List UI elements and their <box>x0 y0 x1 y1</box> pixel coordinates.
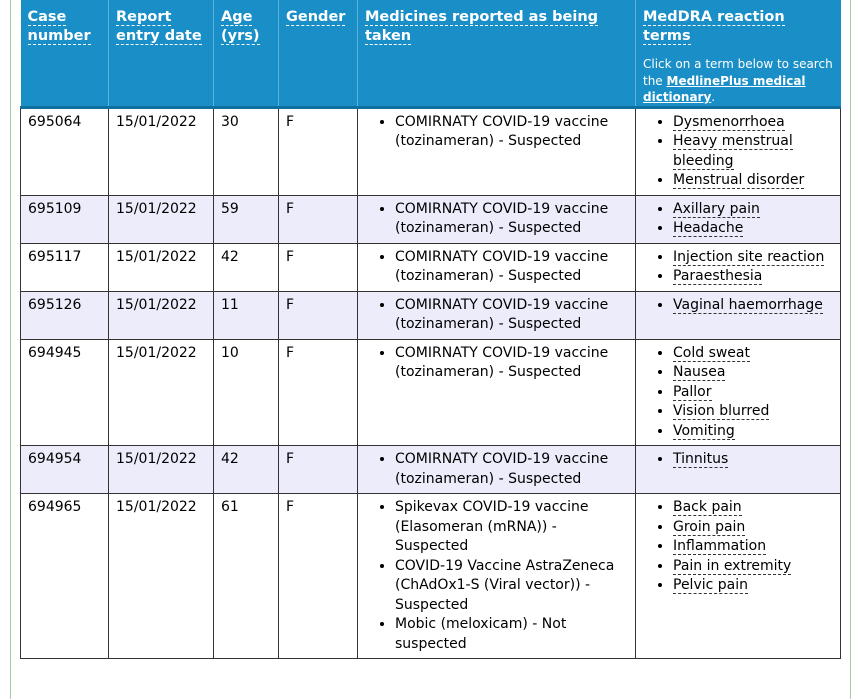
reaction-term-link[interactable]: Pallor <box>673 383 712 400</box>
reaction-item <box>673 422 833 442</box>
reaction-term-link[interactable]: Inflammation <box>673 538 767 554</box>
reaction-term-link[interactable]: Back pain <box>673 499 742 515</box>
reaction-item <box>673 113 833 133</box>
table-row <box>21 243 841 291</box>
case-number-cell: 695117 <box>21 243 109 291</box>
report-date-cell: 15/01/2022 <box>109 494 214 659</box>
reaction-item <box>673 248 833 268</box>
age-cell: 59 <box>214 195 279 243</box>
case-number-cell: 694965 <box>21 494 109 659</box>
case-number-cell: 695064 <box>21 107 109 195</box>
table-header-row <box>21 0 841 107</box>
reaction-term-link[interactable]: Groin pain <box>673 518 746 535</box>
medlineplus-link[interactable]: MedlinePlus medical dictionary <box>643 73 806 104</box>
medicines-cell <box>358 107 636 195</box>
medicines-list <box>365 498 628 654</box>
age-cell: 11 <box>214 291 279 339</box>
reaction-item <box>673 200 833 220</box>
reaction-term-link[interactable]: Tinnitus <box>673 451 729 467</box>
report-date-cell: 15/01/2022 <box>109 446 214 494</box>
medicine-item: • Spikevax COVID-19 vaccine (Elasomeran (mRNA)) - Suspected <box>395 498 628 557</box>
table-row <box>21 291 841 339</box>
medicine-item: • COMIRNATY COVID-19 vaccine (tozinameran) - Suspected <box>395 296 628 335</box>
reaction-item <box>673 450 833 470</box>
reaction-term-link[interactable]: Headache <box>673 220 744 236</box>
reaction-item <box>673 518 833 538</box>
header-age[interactable]: Age (yrs) <box>214 0 279 107</box>
reaction-item <box>673 344 833 364</box>
gender-cell: F <box>279 339 358 446</box>
reaction-item <box>673 219 833 239</box>
table-row <box>21 446 841 494</box>
reaction-item <box>673 557 833 577</box>
medicine-item: • COMIRNATY COVID-19 vaccine (tozinameran) - Suspected <box>395 113 628 152</box>
reaction-term-link[interactable]: Cold sweat <box>673 344 750 361</box>
reactions-cell <box>636 107 841 195</box>
reaction-term-link[interactable]: Heavy menstrual bleeding <box>673 133 793 169</box>
medicines-list <box>365 450 628 489</box>
reaction-item <box>673 498 833 518</box>
medicines-list <box>365 344 628 383</box>
header-case-number[interactable]: Case number <box>21 0 109 107</box>
header-gender[interactable]: Gender <box>279 0 358 107</box>
table-row <box>21 494 841 659</box>
medicine-item: • COVID-19 Vaccine AstraZeneca (ChAdOx1-S (Viral vector)) - Suspected <box>395 557 628 616</box>
reaction-item <box>673 402 833 422</box>
reactions-list <box>643 498 833 596</box>
reaction-item <box>673 171 833 191</box>
age-cell: 42 <box>214 243 279 291</box>
medicines-cell <box>358 446 636 494</box>
header-report-entry-date[interactable]: Report entry date <box>109 0 214 107</box>
report-date-cell: 15/01/2022 <box>109 339 214 446</box>
reaction-item <box>673 267 833 287</box>
reactions-cell <box>636 291 841 339</box>
reactions-list <box>643 200 833 239</box>
medicines-cell <box>358 291 636 339</box>
gender-cell: F <box>279 446 358 494</box>
medicine-item: • COMIRNATY COVID-19 vaccine (tozinameran) - Suspected <box>395 450 628 489</box>
gender-cell: F <box>279 107 358 195</box>
report-date-cell: 15/01/2022 <box>109 107 214 195</box>
medicines-list <box>365 113 628 152</box>
report-date-cell: 15/01/2022 <box>109 195 214 243</box>
medicines-list <box>365 200 628 239</box>
medicines-cell <box>358 494 636 659</box>
header-meddra[interactable]: MedDRA reaction terms Click on a term below to search the MedlinePlus medical dictionary. <box>636 0 841 107</box>
reaction-item <box>673 132 833 171</box>
case-number-cell: 695109 <box>21 195 109 243</box>
reaction-item <box>673 363 833 383</box>
reactions-list <box>643 296 833 316</box>
medicines-cell <box>358 243 636 291</box>
case-number-cell: 694954 <box>21 446 109 494</box>
medicine-item: • COMIRNATY COVID-19 vaccine (tozinameran) - Suspected <box>395 248 628 287</box>
reaction-term-link[interactable]: Dysmenorrhoea <box>673 113 785 130</box>
reaction-term-link[interactable]: Vision blurred <box>673 403 770 419</box>
gender-cell: F <box>279 291 358 339</box>
medicine-item: • COMIRNATY COVID-19 vaccine (tozinameran) - Suspected <box>395 200 628 239</box>
case-number-cell: 694945 <box>21 339 109 446</box>
case-reports-table <box>20 0 841 659</box>
age-cell: 61 <box>214 494 279 659</box>
table-row <box>21 339 841 446</box>
gender-cell: F <box>279 494 358 659</box>
report-date-cell: 15/01/2022 <box>109 243 214 291</box>
reactions-list <box>643 344 833 442</box>
reaction-item <box>673 296 833 316</box>
medicines-cell <box>358 195 636 243</box>
meddra-note: Click on a term below to search the MedlinePlus medical dictionary. <box>643 57 833 104</box>
header-medicines[interactable]: Medicines reported as being taken <box>358 0 636 107</box>
reaction-term-link[interactable]: Paraesthesia <box>673 268 763 284</box>
medicines-list <box>365 248 628 287</box>
reactions-list <box>643 113 833 191</box>
reactions-cell <box>636 243 841 291</box>
reaction-term-link[interactable]: Pelvic pain <box>673 577 748 593</box>
reactions-cell <box>636 339 841 446</box>
report-date-cell: 15/01/2022 <box>109 291 214 339</box>
medicines-cell <box>358 339 636 446</box>
table-row <box>21 107 841 195</box>
reaction-item <box>673 576 833 596</box>
table-row <box>21 195 841 243</box>
gender-cell: F <box>279 243 358 291</box>
reactions-cell <box>636 494 841 659</box>
reactions-cell <box>636 446 841 494</box>
gender-cell: F <box>279 195 358 243</box>
age-cell: 30 <box>214 107 279 195</box>
medicine-item: • Mobic (meloxicam) - Not suspected <box>395 615 628 654</box>
reaction-term-link[interactable]: Nausea <box>673 364 726 380</box>
age-cell: 42 <box>214 446 279 494</box>
reactions-cell <box>636 195 841 243</box>
reaction-item <box>673 537 833 557</box>
reaction-term-link[interactable]: Axillary pain <box>673 200 760 217</box>
case-number-cell: 695126 <box>21 291 109 339</box>
medicines-list <box>365 296 628 335</box>
medicine-item: • COMIRNATY COVID-19 vaccine (tozinameran) - Suspected <box>395 344 628 383</box>
reaction-term-link[interactable]: Pain in extremity <box>673 557 792 574</box>
reactions-list <box>643 450 833 470</box>
reaction-term-link[interactable]: Menstrual disorder <box>673 172 805 188</box>
reaction-term-link[interactable]: Vomiting <box>673 422 735 439</box>
age-cell: 10 <box>214 339 279 446</box>
reaction-term-link[interactable]: Injection site reaction <box>673 248 825 265</box>
reactions-list <box>643 248 833 287</box>
reaction-term-link[interactable]: Vaginal haemorrhage <box>673 296 823 313</box>
reaction-item <box>673 383 833 403</box>
